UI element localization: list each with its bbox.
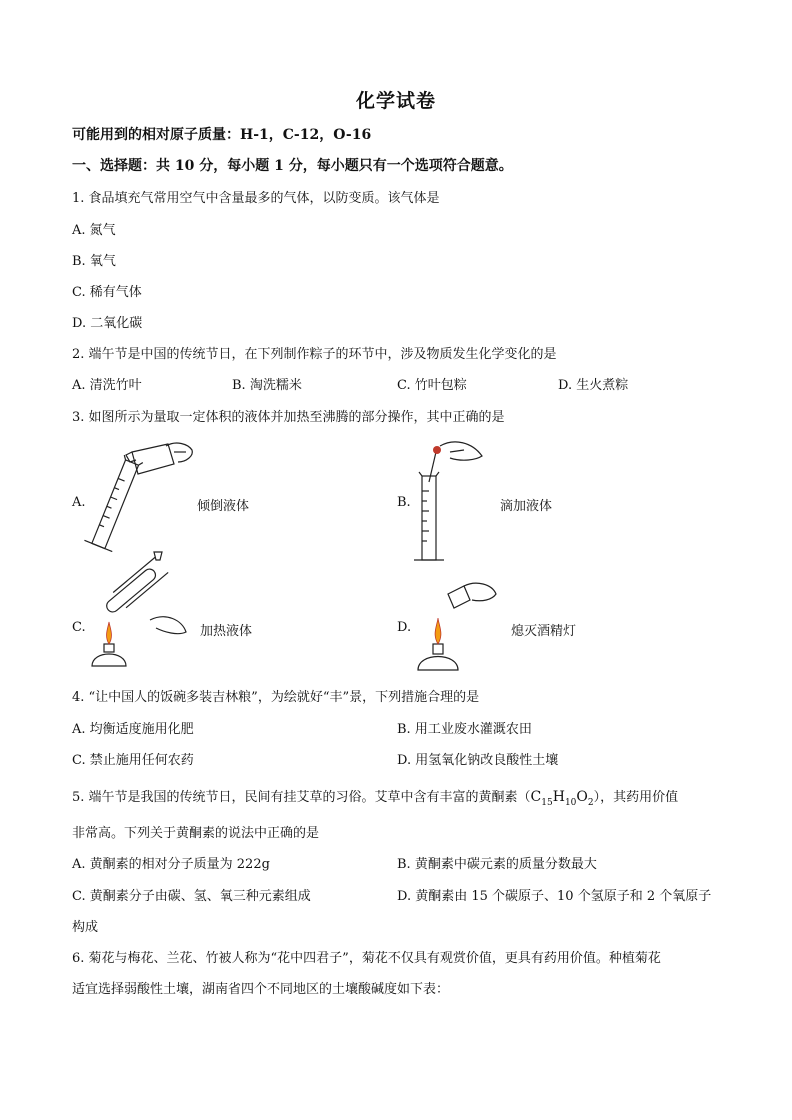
q6-stem-line1: 6. 菊花与梅花、兰花、竹被人称为“花中四君子”，菊花不仅具有观赏价值，更具有药用价值。种植菊花 <box>72 951 661 966</box>
q3-option-b-letter: B. <box>397 495 411 510</box>
q5-option-a: A. 黄酮素的相对分子质量为 222g <box>72 857 270 872</box>
extinguishing-lamp-figure <box>412 578 502 678</box>
atomic-masses: 可能用到的相对原子质量：H-1，C-12，O-16 <box>72 127 372 143</box>
q3-option-b-label: 滴加液体 <box>500 499 553 514</box>
page-title: 化学试卷 <box>355 90 436 112</box>
formula-carbon: C <box>530 789 542 805</box>
heating-liquid-figure <box>86 570 196 680</box>
q4-option-c: C. 禁止施用任何农药 <box>72 753 194 768</box>
q6-stem-line2: 适宜选择弱酸性土壤，湖南省四个不同地区的土壤酸碱度如下表： <box>72 982 450 997</box>
q3-option-c-label: 加热液体 <box>200 624 253 639</box>
q3-option-a-label: 倾倒液体 <box>197 499 250 514</box>
q3-option-c-letter: C. <box>72 620 86 635</box>
q4-stem: 4. “让中国人的饭碗多装吉林粮”，为绘就好“丰”景，下列措施合理的是 <box>72 690 480 705</box>
q5-option-c: C. 黄酮素分子由碳、氢、氧三种元素组成 <box>72 889 311 904</box>
q5-option-b: B. 黄酮素中碳元素的质量分数最大 <box>397 857 597 872</box>
q4-option-b: B. 用工业废水灌溉农田 <box>397 722 532 737</box>
q5-stem-part1: 5. 端午节是我国的传统节日，民间有挂艾草的习俗。艾草中含有丰富的黄酮素（ <box>72 790 531 805</box>
q1-option-c: C. 稀有气体 <box>72 285 142 300</box>
q4-option-d: D. 用氢氧化钠改良酸性土壤 <box>397 753 559 768</box>
q2-option-d: D. 生火煮粽 <box>558 378 629 393</box>
q3-option-d-letter: D. <box>397 620 412 635</box>
q3-option-d-label: 熄灭酒精灯 <box>511 624 577 639</box>
q5-stem-part2: ），其药用价值 <box>593 790 679 805</box>
formula-hydrogen-sub: 10 <box>564 797 577 808</box>
q3-option-a-letter: A. <box>72 495 86 510</box>
q2-option-a: A. 清洗竹叶 <box>72 378 142 393</box>
q1-option-a: A. 氮气 <box>72 223 116 238</box>
formula-oxygen: O <box>576 789 588 805</box>
section-heading: 一、选择题：共 10 分，每小题 1 分，每小题只有一个选项符合题意。 <box>72 158 513 174</box>
q3-stem: 3. 如图所示为量取一定体积的液体并加热至沸腾的部分操作，其中正确的是 <box>72 410 505 425</box>
q1-option-d: D. 二氧化碳 <box>72 316 143 331</box>
formula-hydrogen: H <box>552 789 565 805</box>
q5-stem <box>72 786 678 808</box>
q5-stem-line2: 非常高。下列关于黄酮素的说法中正确的是 <box>72 826 320 841</box>
q4-option-a: A. 均衡适度施用化肥 <box>72 722 194 737</box>
q5-option-d-continuation: 构成 <box>72 920 99 935</box>
q2-stem: 2. 端午节是中国的传统节日，在下列制作粽子的环节中，涉及物质发生化学变化的是 <box>72 347 557 362</box>
q2-option-c: C. 竹叶包粽 <box>397 378 467 393</box>
q5-option-d: D. 黄酮素由 15 个碳原子、10 个氢原子和 2 个氧原子 <box>397 889 712 904</box>
q5-formula <box>530 789 594 808</box>
q1-stem: 1. 食品填充气常用空气中含量最多的气体，以防变质。该气体是 <box>72 191 440 206</box>
q1-option-b: B. 氧气 <box>72 254 116 269</box>
dropping-liquid-figure <box>410 436 490 571</box>
pouring-liquid-figure <box>88 440 198 565</box>
formula-carbon-sub: 15 <box>541 797 553 808</box>
formula-oxygen-sub: 2 <box>587 797 594 808</box>
q2-option-b: B. 淘洗糯米 <box>232 378 302 393</box>
